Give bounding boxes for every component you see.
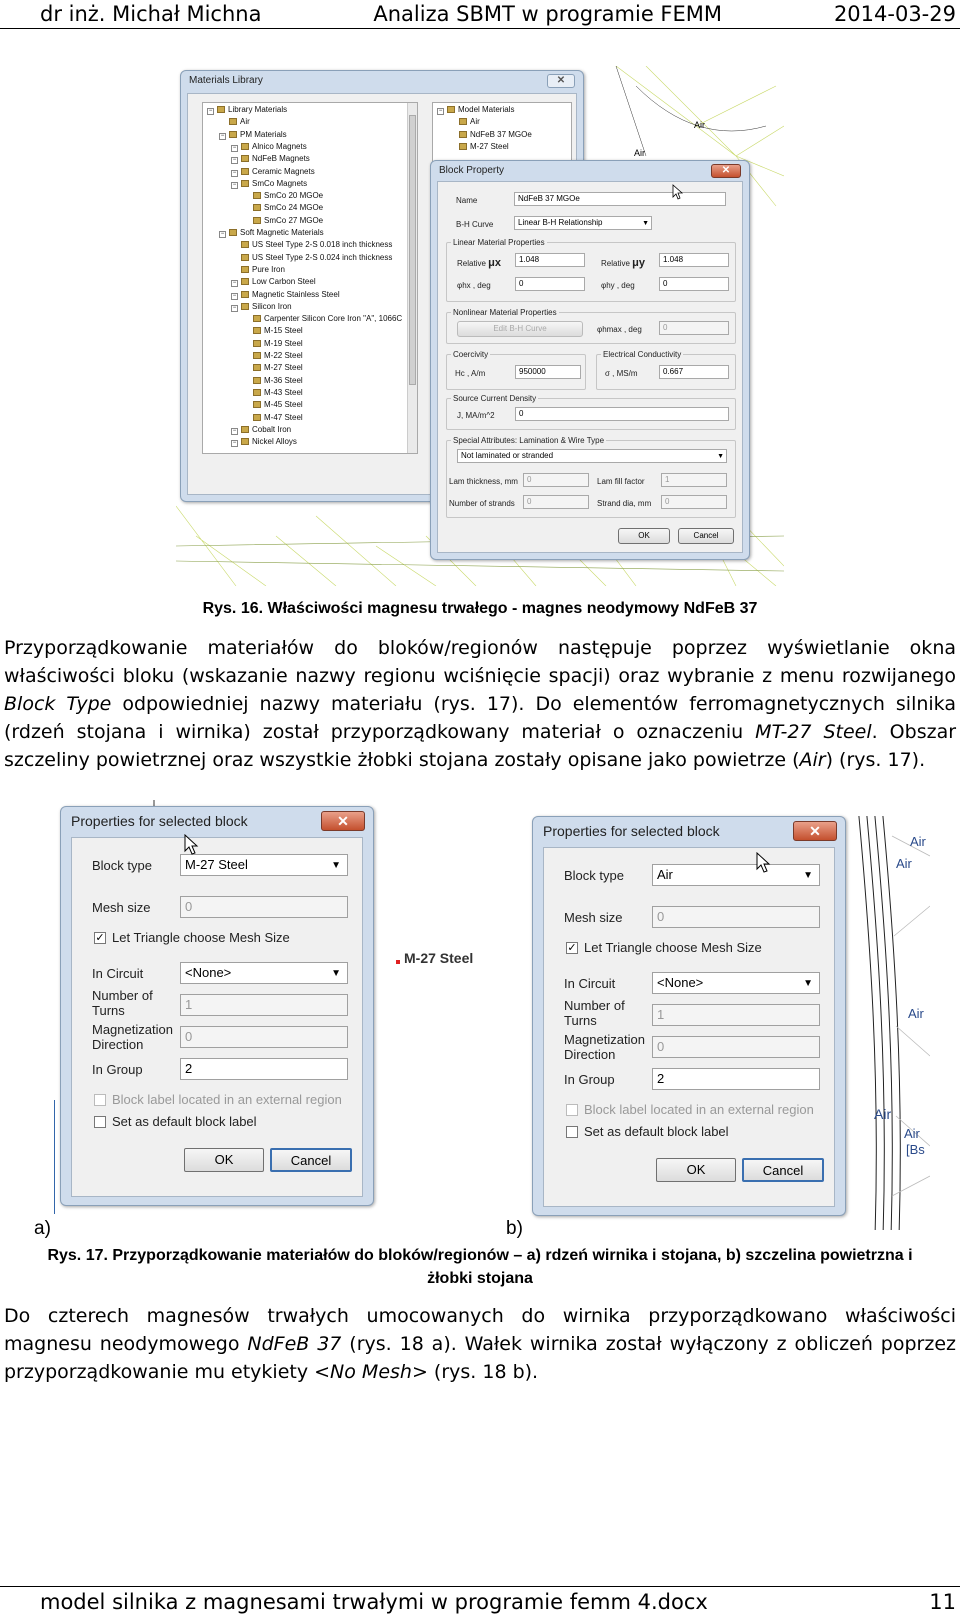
in-circuit-label: In Circuit — [564, 976, 616, 991]
default-label-text: Set as default block label — [584, 1124, 729, 1139]
hc-label: Hc , A/m — [455, 369, 486, 378]
canvas-air-label: Air — [904, 1126, 920, 1141]
dialog-panel — [71, 837, 363, 1197]
tree-folder[interactable]: − Library Materials — [208, 105, 288, 114]
mesh-size-label: Mesh size — [564, 910, 623, 925]
phi-hy-field[interactable]: 0 — [659, 277, 729, 291]
group-title: Linear Material Properties — [453, 238, 545, 247]
expand-icon: − — [232, 427, 237, 434]
header-author: dr inż. Michał Michna — [40, 2, 262, 26]
header-date: 2014-03-29 — [833, 2, 956, 26]
external-region-label: Block label located in an external region — [584, 1102, 814, 1117]
relative-mu-y-label: Relative μy — [601, 257, 645, 269]
block-type-label: Block type — [564, 868, 624, 883]
j-field[interactable]: 0 — [515, 407, 729, 421]
default-label-checkbox[interactable] — [566, 1126, 578, 1138]
window-title: Materials Library — [189, 75, 263, 86]
subfigure-a-label: a) — [34, 1218, 51, 1239]
canvas-air-label: Air — [910, 834, 926, 849]
expand-icon: − — [438, 108, 443, 114]
chevron-down-icon: ▼ — [331, 860, 341, 871]
mouse-cursor-icon — [672, 184, 684, 200]
magnetization-label: Magnetization Direction — [92, 1022, 173, 1052]
material-icon — [253, 401, 261, 408]
magnetization-field[interactable]: 0 — [652, 1036, 820, 1058]
material-icon — [253, 327, 261, 334]
chevron-down-icon: ▼ — [803, 978, 813, 989]
group-title: Special Attributes: Lamination & Wire Type — [453, 436, 605, 445]
material-icon — [253, 389, 261, 396]
strands-field[interactable]: 0 — [523, 495, 589, 509]
sigma-label: σ , MS/m — [605, 369, 638, 378]
external-region-checkbox[interactable] — [94, 1094, 106, 1106]
material-icon — [447, 106, 455, 113]
expand-icon: − — [232, 169, 237, 176]
group-title: Coercivity — [453, 350, 489, 359]
subfigure-b-label: b) — [506, 1218, 523, 1239]
material-icon — [241, 438, 249, 445]
library-materials-tree[interactable] — [202, 102, 418, 454]
turns-field[interactable]: 1 — [180, 994, 348, 1016]
lam-fill-label: Lam fill factor — [597, 477, 645, 486]
mesh-auto-label: Let Triangle choose Mesh Size — [112, 930, 290, 945]
nonlinear-properties-group — [446, 308, 736, 344]
lam-thickness-field[interactable]: 0 — [523, 473, 589, 487]
tree-item[interactable]: M-47 Steel — [243, 413, 303, 422]
material-icon — [253, 377, 261, 384]
chevron-down-icon: ▼ — [642, 220, 649, 227]
paragraph-1: Przyporządkowanie materiałów do bloków/regionów następuje poprzez wyświetlanie okna właściwości bloku (wskazanie nazwy regionu wciśnięcie spacji) oraz wybranie z menu rozwijanego Block Type odpowiedniej nazwy materiału (rys. 17). Do elementów ferromagnetycznych silnika (rdzeń stojana i wirnika) został przyporządkowany materiał o oznaczeniu MT-27 Steel. Obszar szczeliny powietrznej oraz wszystkie żłobki stojana zostały opisane jako powietrze (Air) (rys. 17). — [4, 637, 957, 771]
tree-item[interactable]: M-27 Steel — [449, 142, 509, 151]
in-group-label: In Group — [564, 1072, 615, 1087]
mouse-cursor-icon — [756, 852, 772, 874]
mesh-auto-label: Let Triangle choose Mesh Size — [584, 940, 762, 955]
tree-item[interactable]: US Steel Type 2-S 0.024 inch thickness — [231, 253, 392, 262]
cancel-button[interactable]: Cancel — [270, 1148, 352, 1172]
source-current-group — [446, 394, 736, 430]
material-icon — [241, 291, 249, 298]
mesh-auto-checkbox[interactable]: ✓ — [567, 942, 577, 954]
bh-curve-select[interactable]: Linear B-H Relationship ▼ — [514, 216, 652, 230]
tree-folder[interactable]: − PM Materials — [220, 129, 287, 139]
tree-scrollbar[interactable] — [407, 103, 417, 453]
tree-item[interactable]: Carpenter Silicon Core Iron "A", 1066C — [243, 314, 402, 323]
material-icon — [229, 118, 237, 125]
figure-17-caption-line2: żłobki stojana — [427, 1270, 533, 1287]
tree-item[interactable]: NdFeB 37 MGOe — [449, 130, 532, 139]
mouse-cursor-icon — [184, 834, 200, 856]
turns-label: Number of Turns — [564, 998, 625, 1028]
tree-item[interactable]: M-36 Steel — [243, 376, 303, 385]
tree-folder[interactable]: − Model Materials — [438, 105, 515, 114]
mesh-size-field[interactable]: 0 — [652, 906, 820, 928]
lam-fill-field[interactable]: 1 — [661, 473, 727, 487]
material-icon — [241, 266, 249, 273]
material-icon — [241, 143, 249, 150]
material-icon — [241, 278, 249, 285]
tree-folder[interactable]: − Soft Magnetic Materials — [220, 228, 324, 237]
expand-icon: − — [232, 280, 237, 287]
coercivity-group — [446, 350, 586, 390]
cancel-button[interactable]: Cancel — [742, 1158, 824, 1182]
footer-rule — [0, 1586, 960, 1587]
air-tag: Air — [634, 148, 645, 158]
ok-button[interactable]: OK — [184, 1148, 264, 1172]
phi-hmax-label: φhmax , deg — [597, 325, 642, 334]
canvas-air-label: [Bs — [906, 1142, 925, 1157]
figure-17-caption-line1: Rys. 17. Przyporządkowanie materiałów do bloków/regionów – a) rdzeń wirnika i stojana, b) szczelina powietrzna i — [47, 1247, 913, 1264]
canvas-air-label: Air — [908, 1006, 924, 1021]
figure-16-caption: Rys. 16. Właściwości magnesu trwałego - magnes neodymowy NdFeB 37 — [202, 600, 758, 617]
expand-icon: − — [232, 157, 237, 164]
magnetization-label: Magnetization Direction — [564, 1032, 645, 1062]
page-header — [40, 0, 956, 28]
expand-icon: − — [232, 181, 237, 188]
header-title: Analiza SBMT w programie FEMM — [373, 2, 723, 26]
block-property-dialog — [430, 160, 750, 560]
close-button[interactable]: ✕ — [547, 74, 575, 88]
material-icon — [241, 426, 249, 433]
strand-dia-label: Strand dia, mm — [597, 499, 652, 508]
strands-label: Number of strands — [449, 499, 515, 508]
expand-icon: − — [220, 132, 225, 139]
expand-icon: − — [232, 144, 237, 151]
mu-x-field[interactable]: 1.048 — [515, 253, 585, 267]
special-attributes-group — [446, 436, 736, 518]
group-title: Electrical Conductivity — [603, 350, 682, 359]
tree-item[interactable]: M-22 Steel — [243, 351, 303, 360]
block-type-select[interactable]: M-27 Steel ▼ — [180, 854, 348, 876]
tree-item[interactable]: M-15 Steel — [243, 326, 303, 335]
tree-item[interactable]: SmCo 24 MGOe — [243, 203, 323, 212]
tree-folder[interactable]: − Ceramic Magnets — [232, 166, 315, 176]
lamination-select[interactable]: Not laminated or stranded ▼ — [457, 449, 727, 463]
tree-folder[interactable]: − NdFeB Magnets — [232, 154, 310, 164]
bh-curve-label: B-H Curve — [456, 220, 494, 229]
tree-item[interactable]: Air — [449, 117, 480, 126]
external-region-checkbox[interactable] — [566, 1104, 578, 1116]
strand-dia-field[interactable]: 0 — [661, 495, 727, 509]
material-icon — [459, 118, 467, 125]
window-title: Block Property — [439, 165, 505, 176]
block-type-label: Block type — [92, 858, 152, 873]
default-label-text: Set as default block label — [112, 1114, 257, 1129]
edit-bh-curve-button[interactable]: Edit B-H Curve — [457, 321, 583, 337]
phi-hx-label: φhx , deg — [457, 281, 491, 290]
material-icon — [241, 241, 249, 248]
phi-hmax-field[interactable]: 0 — [659, 321, 729, 335]
material-icon — [229, 229, 237, 236]
name-field[interactable]: NdFeB 37 MGOe — [514, 192, 726, 206]
material-icon — [229, 131, 237, 138]
turns-field[interactable]: 1 — [652, 1004, 820, 1026]
mu-y-field[interactable]: 1.048 — [659, 253, 729, 267]
tree-item[interactable]: M-43 Steel — [243, 388, 303, 397]
expand-icon: − — [208, 108, 213, 114]
page-number: 11 — [929, 1590, 956, 1614]
phi-hx-field[interactable]: 0 — [515, 277, 585, 291]
expand-icon: − — [232, 304, 237, 311]
tree-item[interactable]: M-27 Steel — [243, 363, 303, 372]
canvas-air-label: Air — [896, 856, 912, 871]
name-label: Name — [456, 196, 478, 205]
material-icon — [241, 254, 249, 261]
chevron-down-icon: ▼ — [803, 870, 813, 881]
expand-icon: − — [220, 231, 225, 237]
material-icon — [241, 303, 249, 310]
close-button[interactable]: ✕ — [711, 164, 741, 178]
turns-label: Number of Turns — [92, 988, 153, 1018]
properties-dialog-b — [532, 816, 846, 1216]
in-circuit-select[interactable]: <None> ▼ — [180, 962, 348, 984]
cancel-button[interactable]: Cancel — [678, 528, 734, 544]
external-region-label: Block label located in an external region — [112, 1092, 342, 1107]
tree-item[interactable]: US Steel Type 2-S 0.018 inch thickness — [231, 240, 392, 249]
material-icon — [241, 168, 249, 175]
tree-item[interactable]: SmCo 20 MGOe — [243, 191, 323, 200]
conductivity-group — [596, 350, 736, 390]
close-button[interactable]: ✕ — [793, 821, 837, 841]
material-icon — [253, 364, 261, 371]
expand-icon: − — [232, 292, 237, 299]
relative-mu-x-label: Relative μx — [457, 257, 501, 269]
material-icon — [253, 352, 261, 359]
dialog-panel — [543, 847, 835, 1207]
material-icon — [253, 192, 261, 199]
window-title: Properties for selected block — [71, 813, 248, 829]
tree-folder[interactable]: − SmCo Magnets — [232, 178, 308, 188]
block-type-select[interactable]: Air ▼ — [652, 864, 820, 886]
footer-filename: model silnika z magnesami trwałymi w programie femm 4.docx — [40, 1590, 708, 1614]
sigma-field[interactable]: 0.667 — [659, 365, 729, 379]
default-label-checkbox[interactable] — [94, 1116, 106, 1128]
mesh-auto-checkbox[interactable]: ✓ — [95, 932, 105, 944]
material-icon — [241, 155, 249, 162]
material-icon — [253, 414, 261, 421]
tree-item[interactable]: SmCo 27 MGOe — [243, 216, 323, 225]
tree-folder[interactable]: − Cobalt Iron — [232, 424, 292, 434]
block-property-panel — [437, 181, 743, 553]
canvas-material-label: M-27 Steel — [404, 950, 474, 966]
air-tag: Air — [694, 120, 705, 130]
figure-17a — [54, 800, 474, 1214]
j-label: J, MA/m^2 — [457, 411, 495, 420]
in-group-label: In Group — [92, 1062, 143, 1077]
paragraph-2: Do czterech magnesów trwałych umocowanych do wirnika przyporządkowano właściwości magnesu neodymowego NdFeB 37 (rys. 18 a). Wałek wirnika został wyłączony z obliczeń poprzez przyporządkowanie mu etykiety <No Mesh> (rys. 18 b). — [4, 1305, 957, 1383]
ok-button[interactable]: OK — [618, 528, 670, 544]
figure-16 — [176, 66, 784, 586]
material-icon — [217, 106, 225, 113]
tree-item[interactable]: M-19 Steel — [243, 339, 303, 348]
expand-icon: − — [232, 440, 237, 447]
mesh-size-field[interactable]: 0 — [180, 896, 348, 918]
header-rule — [0, 28, 960, 29]
properties-dialog-a — [60, 806, 374, 1206]
tree-folder[interactable]: − Low Carbon Steel — [232, 277, 316, 287]
figure-17b — [530, 816, 930, 1230]
chevron-down-icon: ▼ — [331, 968, 341, 979]
material-icon — [459, 131, 467, 138]
tree-folder[interactable]: − Nickel Alloys — [232, 437, 297, 447]
material-icon — [253, 340, 261, 347]
close-button[interactable]: ✕ — [321, 811, 365, 831]
tree-folder[interactable]: − Magnetic Stainless Steel — [232, 289, 340, 299]
material-icon — [253, 315, 261, 322]
window-title: Properties for selected block — [543, 823, 720, 839]
material-icon — [241, 180, 249, 187]
group-title: Source Current Density — [453, 394, 537, 403]
material-icon — [253, 204, 261, 211]
in-circuit-select[interactable]: <None> ▼ — [652, 972, 820, 994]
linear-properties-group — [446, 238, 736, 302]
tree-item[interactable]: Pure Iron — [231, 265, 285, 274]
page-footer — [40, 1590, 956, 1614]
in-circuit-label: In Circuit — [92, 966, 144, 981]
chevron-down-icon: ▼ — [717, 453, 724, 460]
ok-button[interactable]: OK — [656, 1158, 736, 1182]
tree-item[interactable]: M-45 Steel — [243, 400, 303, 409]
in-group-field[interactable]: 2 — [652, 1068, 820, 1090]
in-group-field[interactable]: 2 — [180, 1058, 348, 1080]
magnetization-field[interactable]: 0 — [180, 1026, 348, 1048]
phi-hy-label: φhy , deg — [601, 281, 635, 290]
canvas-air-label: Air — [874, 1106, 892, 1122]
material-icon — [459, 143, 467, 150]
tree-item[interactable]: Air — [219, 117, 250, 126]
tree-folder[interactable]: − Alnico Magnets — [232, 141, 307, 151]
material-icon — [253, 217, 261, 224]
mesh-size-label: Mesh size — [92, 900, 151, 915]
hc-field[interactable]: 950000 — [515, 365, 581, 379]
group-title: Nonlinear Material Properties — [453, 308, 557, 317]
lam-thickness-label: Lam thickness, mm — [449, 477, 518, 486]
tree-folder[interactable]: − Silicon Iron — [232, 301, 292, 311]
